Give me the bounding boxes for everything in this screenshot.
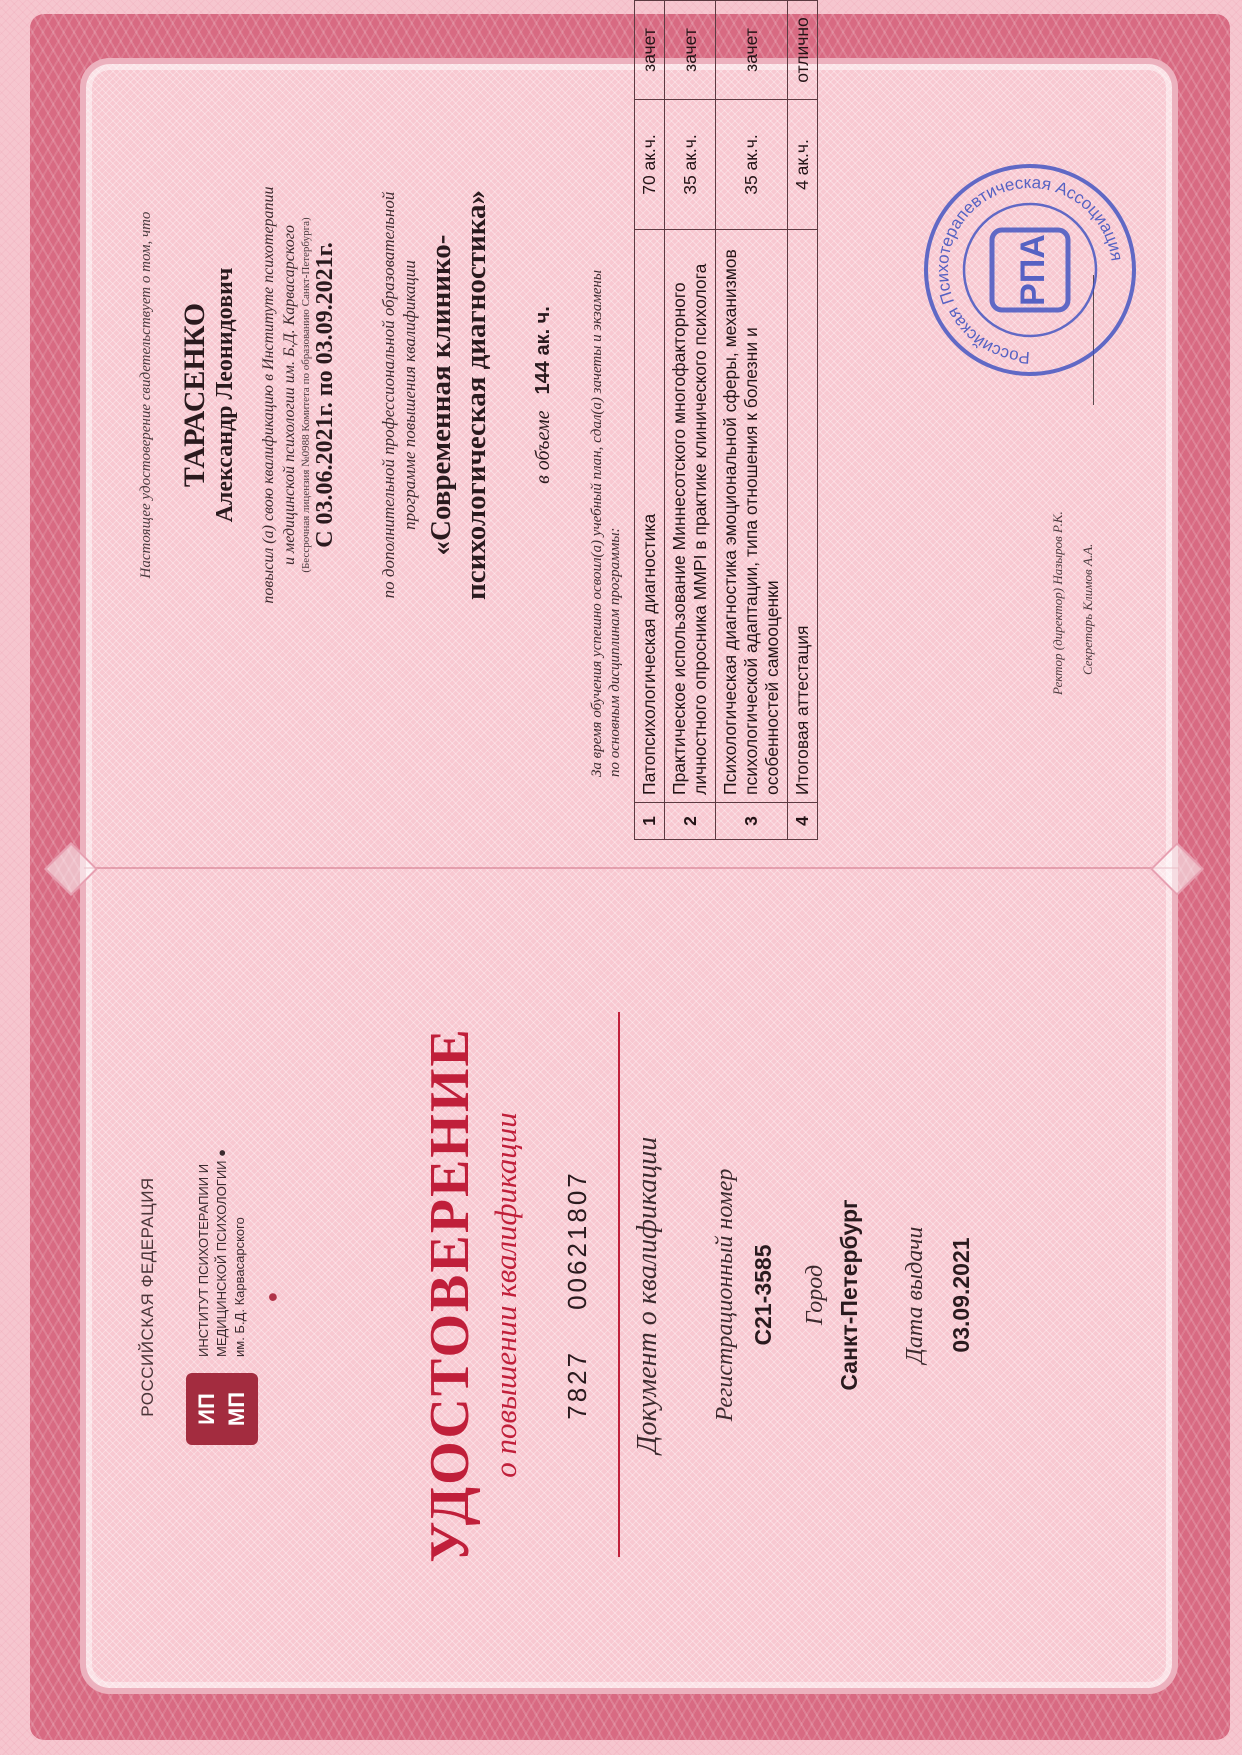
holder-surname: ТАРАСЕНКО (178, 302, 211, 488)
country-heading: РОССИЙСКАЯ ФЕДЕРАЦИЯ (138, 1177, 157, 1417)
discipline-name: Практическое использование Миннесотского многофакторного личностного опросника ММPI в практике клинического психолога (665, 230, 716, 803)
institute-logo (186, 1149, 258, 1445)
city-label: Город (802, 1264, 828, 1326)
discipline-number: 2 (665, 803, 716, 840)
intro-text: Настоящее удостоверение свидетельствует о том, что (138, 211, 154, 579)
dot-ornament: ● (262, 1291, 282, 1303)
table-row (716, 1, 788, 840)
reg-number-label: Регистрационный номер (712, 1168, 738, 1422)
discipline-name: Патопсихологическая диагностика (635, 230, 665, 803)
table-row (788, 1, 818, 840)
program-intro-line: программе повышения квалификации (400, 260, 419, 530)
program-title (424, 35, 494, 755)
logo-text-top: ИП (194, 1393, 219, 1425)
qualification-text (258, 35, 300, 755)
discipline-hours: 35 ак.ч. (665, 100, 716, 230)
reg-number-value: С21-3585 (750, 1244, 776, 1346)
study-period: С 03.06.2021г. по 03.09.2021г. (312, 242, 338, 548)
discipline-grade: зачет (716, 1, 788, 100)
discipline-hours: 70 ак.ч. (635, 100, 665, 230)
discipline-grade: зачет (665, 1, 716, 100)
completion-note-line: За время обучения успешно освоил(а) учебный план, сдал(а) зачеты и экзамены (589, 269, 605, 777)
license-note: (Бессрочная лицензия №0988 Комитета по образованию Санкт-Петербурга) (300, 217, 312, 573)
discipline-grade: отлично (788, 1, 818, 100)
issue-date-label: Дата выдачи (902, 1226, 928, 1364)
institute-name (195, 1149, 249, 1357)
institute-name-line: им. Б.Д. Карвасарского (232, 1217, 247, 1357)
document-kind: Документ о квалификации (632, 1136, 663, 1454)
program-volume (532, 35, 555, 755)
document-title: УДОСТОВЕРЕНИЕ (419, 1027, 481, 1563)
discipline-number: 1 (635, 803, 665, 840)
program-title-line: психологическая диагностика» (460, 190, 492, 600)
volume-value: 144 ак. ч. (532, 306, 554, 395)
rector-signature-line: Ректор (директор) Назыров Р.К. (1050, 511, 1065, 695)
association-stamp (920, 160, 1140, 380)
discipline-hours: 35 ак.ч. (716, 100, 788, 230)
institute-brand (138, 997, 283, 1597)
issue-date-value: 03.09.2021 (948, 1237, 974, 1353)
holder-given-names: Александр Леонидович (212, 267, 238, 523)
serial-number (562, 995, 593, 1595)
discipline-grade: зачет (635, 1, 665, 100)
qualification-line: повысил (а) свою квалификацию в Институте психотерапии (260, 186, 277, 604)
program-intro (378, 35, 420, 755)
completion-note-line: по основным дисциплинам программы: (607, 527, 623, 777)
city-value: Санкт-Петербург (836, 1199, 862, 1391)
table-row (665, 1, 716, 840)
volume-label: в объеме (532, 410, 554, 484)
discipline-name: Итоговая аттестация (788, 230, 818, 803)
document-subtitle: о повышении квалификации (488, 1112, 523, 1478)
discipline-number: 4 (788, 803, 818, 840)
logo-text-bottom: МП (224, 1391, 249, 1427)
institute-name-line: МЕДИЦИНСКОЙ ПСИХОЛОГИИ ● (214, 1149, 229, 1357)
discipline-name: Психологическая диагностика эмоциональной сферы, механизмов психологической адаптации, типа отношения к болезни и особенностей самооценки (716, 230, 788, 803)
institute-name-line: ИНСТИТУТ ПСИХОТЕРАПИИ И (196, 1163, 211, 1357)
table-row (635, 1, 665, 840)
completion-note (588, 17, 624, 777)
program-intro-line: по дополнительной профессиональной образовательной (379, 191, 398, 599)
disciplines-table (634, 0, 818, 840)
program-title-line: «Современная клинико- (425, 234, 457, 556)
logo-mark (186, 1373, 258, 1445)
divider (618, 1012, 620, 1557)
secretary-signature-line: Секретарь Климов А.А. (1080, 543, 1095, 675)
discipline-number: 3 (716, 803, 788, 840)
serial-digits: 00621807 (562, 1170, 592, 1310)
stamp-center-text: РПА (1014, 234, 1052, 306)
qualification-line: и медицинской психологии им. Б.Д. Карвасарского (281, 225, 298, 565)
discipline-hours: 4 ак.ч. (788, 100, 818, 230)
serial-series: 7827 (562, 1349, 592, 1420)
stamp-ring-text: Российская Психотерапевтическая Ассоциация (932, 172, 1127, 368)
